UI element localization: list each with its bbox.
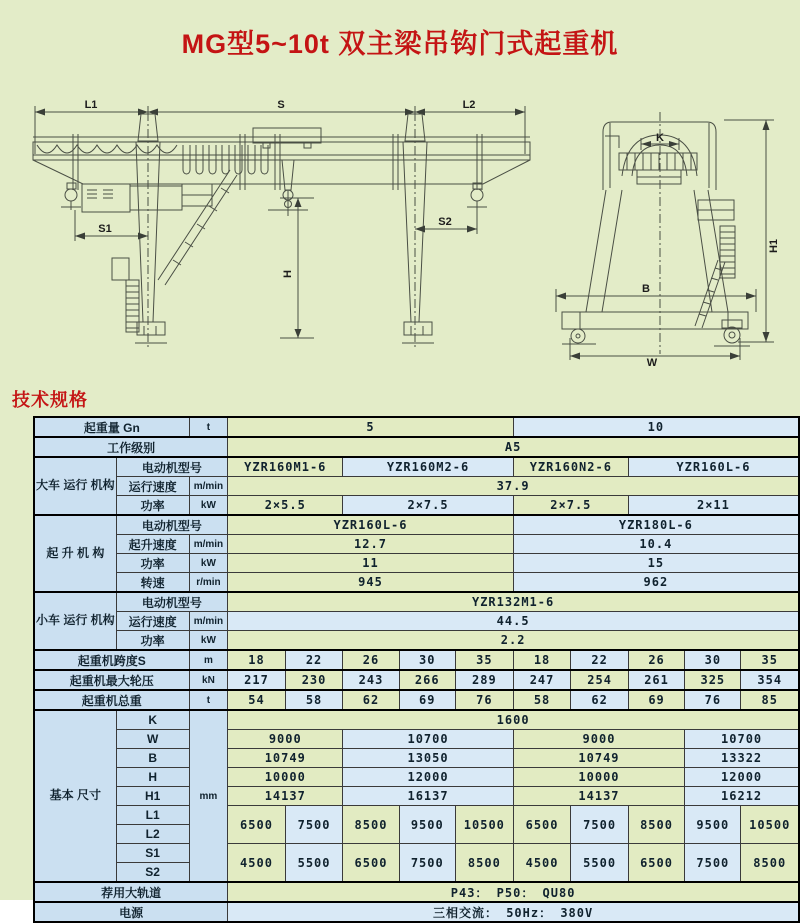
value-cell: 15 — [513, 554, 799, 573]
row-label: L1 — [116, 806, 189, 825]
crane-front-line-art — [33, 99, 530, 348]
unit-label: t — [189, 417, 228, 437]
section-heading: 技术规格 — [12, 390, 88, 410]
value-cell: 11 — [228, 554, 514, 573]
value-cell: 254 — [571, 670, 629, 690]
row-label: L2 — [116, 825, 189, 844]
table-row — [34, 882, 799, 902]
table-row — [34, 670, 799, 690]
value-cell: 8500 — [741, 844, 799, 883]
unit-label: mm — [189, 710, 228, 882]
table-row — [34, 787, 799, 806]
value-cell: 10700 — [685, 730, 799, 749]
dim-label-s2: S2 — [438, 216, 452, 228]
table-row — [34, 496, 799, 516]
table-row — [34, 477, 799, 496]
value-cell: 2×5.5 — [228, 496, 343, 516]
value-cell: P43： P50： QU80 — [228, 882, 799, 902]
value-cell: 10000 — [228, 768, 343, 787]
unit-label: m/min — [189, 535, 228, 554]
value-cell: 230 — [285, 670, 343, 690]
page-title: MG型5~10t 双主梁吊钩门式起重机 — [181, 29, 619, 59]
row-label: 电动机型号 — [116, 457, 228, 477]
row-label: W — [116, 730, 189, 749]
value-cell: 13050 — [343, 749, 513, 768]
unit-label: m/min — [189, 612, 228, 631]
value-cell: 9000 — [228, 730, 343, 749]
value-cell: 7500 — [399, 844, 455, 883]
table-row — [34, 730, 799, 749]
value-cell: 289 — [455, 670, 513, 690]
value-cell: 8500 — [343, 806, 399, 844]
row-label: 起升速度 — [116, 535, 189, 554]
row-label: K — [116, 710, 189, 730]
dim-label-h1: H1 — [768, 238, 780, 254]
value-cell: 261 — [628, 670, 684, 690]
value-cell: 8500 — [455, 844, 513, 883]
value-cell: 7500 — [285, 806, 343, 844]
table-row — [34, 437, 799, 457]
value-cell: 37.9 — [228, 477, 799, 496]
table-row — [34, 749, 799, 768]
value-cell: 1600 — [228, 710, 799, 730]
dim-label-h: H — [282, 270, 294, 278]
table-row — [34, 768, 799, 787]
unit-label: kW — [189, 631, 228, 651]
value-cell: 85 — [741, 690, 799, 710]
value-cell: YZR160N2-6 — [513, 457, 628, 477]
value-cell: YZR160L-6 — [628, 457, 799, 477]
value-cell: 10749 — [228, 749, 343, 768]
value-cell: 962 — [513, 573, 799, 593]
value-cell: 44.5 — [228, 612, 799, 631]
value-cell: 2×11 — [628, 496, 799, 516]
unit-label: m/min — [189, 477, 228, 496]
value-cell: 9500 — [399, 806, 455, 844]
value-cell: 325 — [685, 670, 741, 690]
row-label: 电源 — [34, 902, 228, 922]
value-cell: 10749 — [513, 749, 684, 768]
side-view-drawing — [548, 98, 798, 368]
spec-table — [33, 416, 800, 923]
value-cell: YZR160M1-6 — [228, 457, 343, 477]
value-cell: 8500 — [628, 806, 684, 844]
value-cell: 62 — [343, 690, 399, 710]
value-cell: 76 — [685, 690, 741, 710]
table-row — [34, 650, 799, 670]
value-cell: 5500 — [285, 844, 343, 883]
value-cell: 69 — [628, 690, 684, 710]
value-cell: 247 — [513, 670, 571, 690]
value-cell: 266 — [399, 670, 455, 690]
table-row — [34, 457, 799, 477]
value-cell: 22 — [285, 650, 343, 670]
value-cell: 62 — [571, 690, 629, 710]
table-row — [34, 710, 799, 730]
value-cell: 18 — [513, 650, 571, 670]
crane-side-line-art — [556, 112, 780, 369]
value-cell: 2.2 — [228, 631, 799, 651]
value-cell: 9000 — [513, 730, 684, 749]
table-row — [34, 612, 799, 631]
value-cell: 5500 — [571, 844, 629, 883]
value-cell: 2×7.5 — [343, 496, 513, 516]
value-cell: 10000 — [513, 768, 684, 787]
table-row — [34, 902, 799, 922]
value-cell: 26 — [343, 650, 399, 670]
row-label: 起重机最大轮压 — [34, 670, 189, 690]
table-row — [34, 535, 799, 554]
value-cell: 6500 — [513, 806, 571, 844]
row-label: 功率 — [116, 496, 189, 516]
row-label: 起重量 Gn — [34, 417, 189, 437]
unit-label: kN — [189, 670, 228, 690]
value-cell: 10500 — [741, 806, 799, 844]
row-label: 运行速度 — [116, 477, 189, 496]
group-label: 起 升 机 构 — [34, 515, 116, 592]
value-cell: 2×7.5 — [513, 496, 628, 516]
value-cell: 16212 — [685, 787, 799, 806]
value-cell: YZR132M1-6 — [228, 592, 799, 612]
value-cell: 6500 — [628, 844, 684, 883]
dim-label-w: W — [646, 357, 658, 369]
unit-label: kW — [189, 496, 228, 516]
value-cell: 12.7 — [228, 535, 514, 554]
value-cell: 5 — [228, 417, 514, 437]
row-label: S2 — [116, 863, 189, 883]
dim-label-l1: L1 — [84, 99, 98, 111]
value-cell: 10 — [513, 417, 799, 437]
value-cell: 6500 — [343, 844, 399, 883]
row-label: 运行速度 — [116, 612, 189, 631]
value-cell: 30 — [685, 650, 741, 670]
row-label: 起重机总重 — [34, 690, 189, 710]
unit-label: t — [189, 690, 228, 710]
value-cell: 12000 — [685, 768, 799, 787]
row-label: 功率 — [116, 631, 189, 651]
dim-label-s1: S1 — [98, 223, 112, 235]
value-cell: 243 — [343, 670, 399, 690]
value-cell: YZR160M2-6 — [343, 457, 513, 477]
row-label: B — [116, 749, 189, 768]
value-cell: 22 — [571, 650, 629, 670]
value-cell: 12000 — [343, 768, 513, 787]
value-cell: 6500 — [228, 806, 286, 844]
row-label: S1 — [116, 844, 189, 863]
dim-label-b: B — [642, 283, 650, 295]
value-cell: 10700 — [343, 730, 513, 749]
value-cell: 945 — [228, 573, 514, 593]
value-cell: 35 — [741, 650, 799, 670]
table-row — [34, 417, 799, 437]
value-cell: 76 — [455, 690, 513, 710]
row-label: 电动机型号 — [116, 515, 228, 535]
value-cell: 30 — [399, 650, 455, 670]
value-cell: 35 — [455, 650, 513, 670]
value-cell: 18 — [228, 650, 286, 670]
unit-label: r/min — [189, 573, 228, 593]
value-cell: 69 — [399, 690, 455, 710]
row-label: 工作级别 — [34, 437, 228, 457]
value-cell: 9500 — [685, 806, 741, 844]
value-cell: YZR160L-6 — [228, 515, 514, 535]
value-cell: 7500 — [685, 844, 741, 883]
row-label: 起重机跨度S — [34, 650, 189, 670]
value-cell: 16137 — [343, 787, 513, 806]
group-label: 基本 尺寸 — [34, 710, 116, 882]
table-row — [34, 806, 799, 825]
value-cell: 7500 — [571, 806, 629, 844]
dim-label-k: K — [656, 132, 664, 144]
table-row — [34, 844, 799, 863]
value-cell: 14137 — [228, 787, 343, 806]
value-cell: 354 — [741, 670, 799, 690]
value-cell: 10500 — [455, 806, 513, 844]
value-cell: 4500 — [228, 844, 286, 883]
front-view-drawing — [25, 98, 555, 368]
row-label: H — [116, 768, 189, 787]
value-cell: 10.4 — [513, 535, 799, 554]
table-row — [34, 592, 799, 612]
value-cell: 217 — [228, 670, 286, 690]
group-label: 小车 运行 机构 — [34, 592, 116, 650]
row-label: 荐用大轨道 — [34, 882, 228, 902]
row-label: H1 — [116, 787, 189, 806]
unit-label: kW — [189, 554, 228, 573]
dim-label-s: S — [277, 99, 285, 111]
value-cell: 58 — [285, 690, 343, 710]
table-row — [34, 515, 799, 535]
table-row — [34, 631, 799, 651]
row-label: 功率 — [116, 554, 189, 573]
value-cell: 54 — [228, 690, 286, 710]
value-cell: A5 — [228, 437, 799, 457]
group-label: 大车 运行 机构 — [34, 457, 116, 515]
table-row — [34, 573, 799, 593]
row-label: 转速 — [116, 573, 189, 593]
value-cell: 4500 — [513, 844, 571, 883]
value-cell: 58 — [513, 690, 571, 710]
dim-label-l2: L2 — [462, 99, 476, 111]
table-row — [34, 554, 799, 573]
table-row — [34, 690, 799, 710]
value-cell: 13322 — [685, 749, 799, 768]
unit-label: m — [189, 650, 228, 670]
row-label: 电动机型号 — [116, 592, 228, 612]
value-cell: 26 — [628, 650, 684, 670]
value-cell: 三相交流： 50Hz： 380V — [228, 902, 799, 922]
value-cell: 14137 — [513, 787, 684, 806]
value-cell: YZR180L-6 — [513, 515, 799, 535]
